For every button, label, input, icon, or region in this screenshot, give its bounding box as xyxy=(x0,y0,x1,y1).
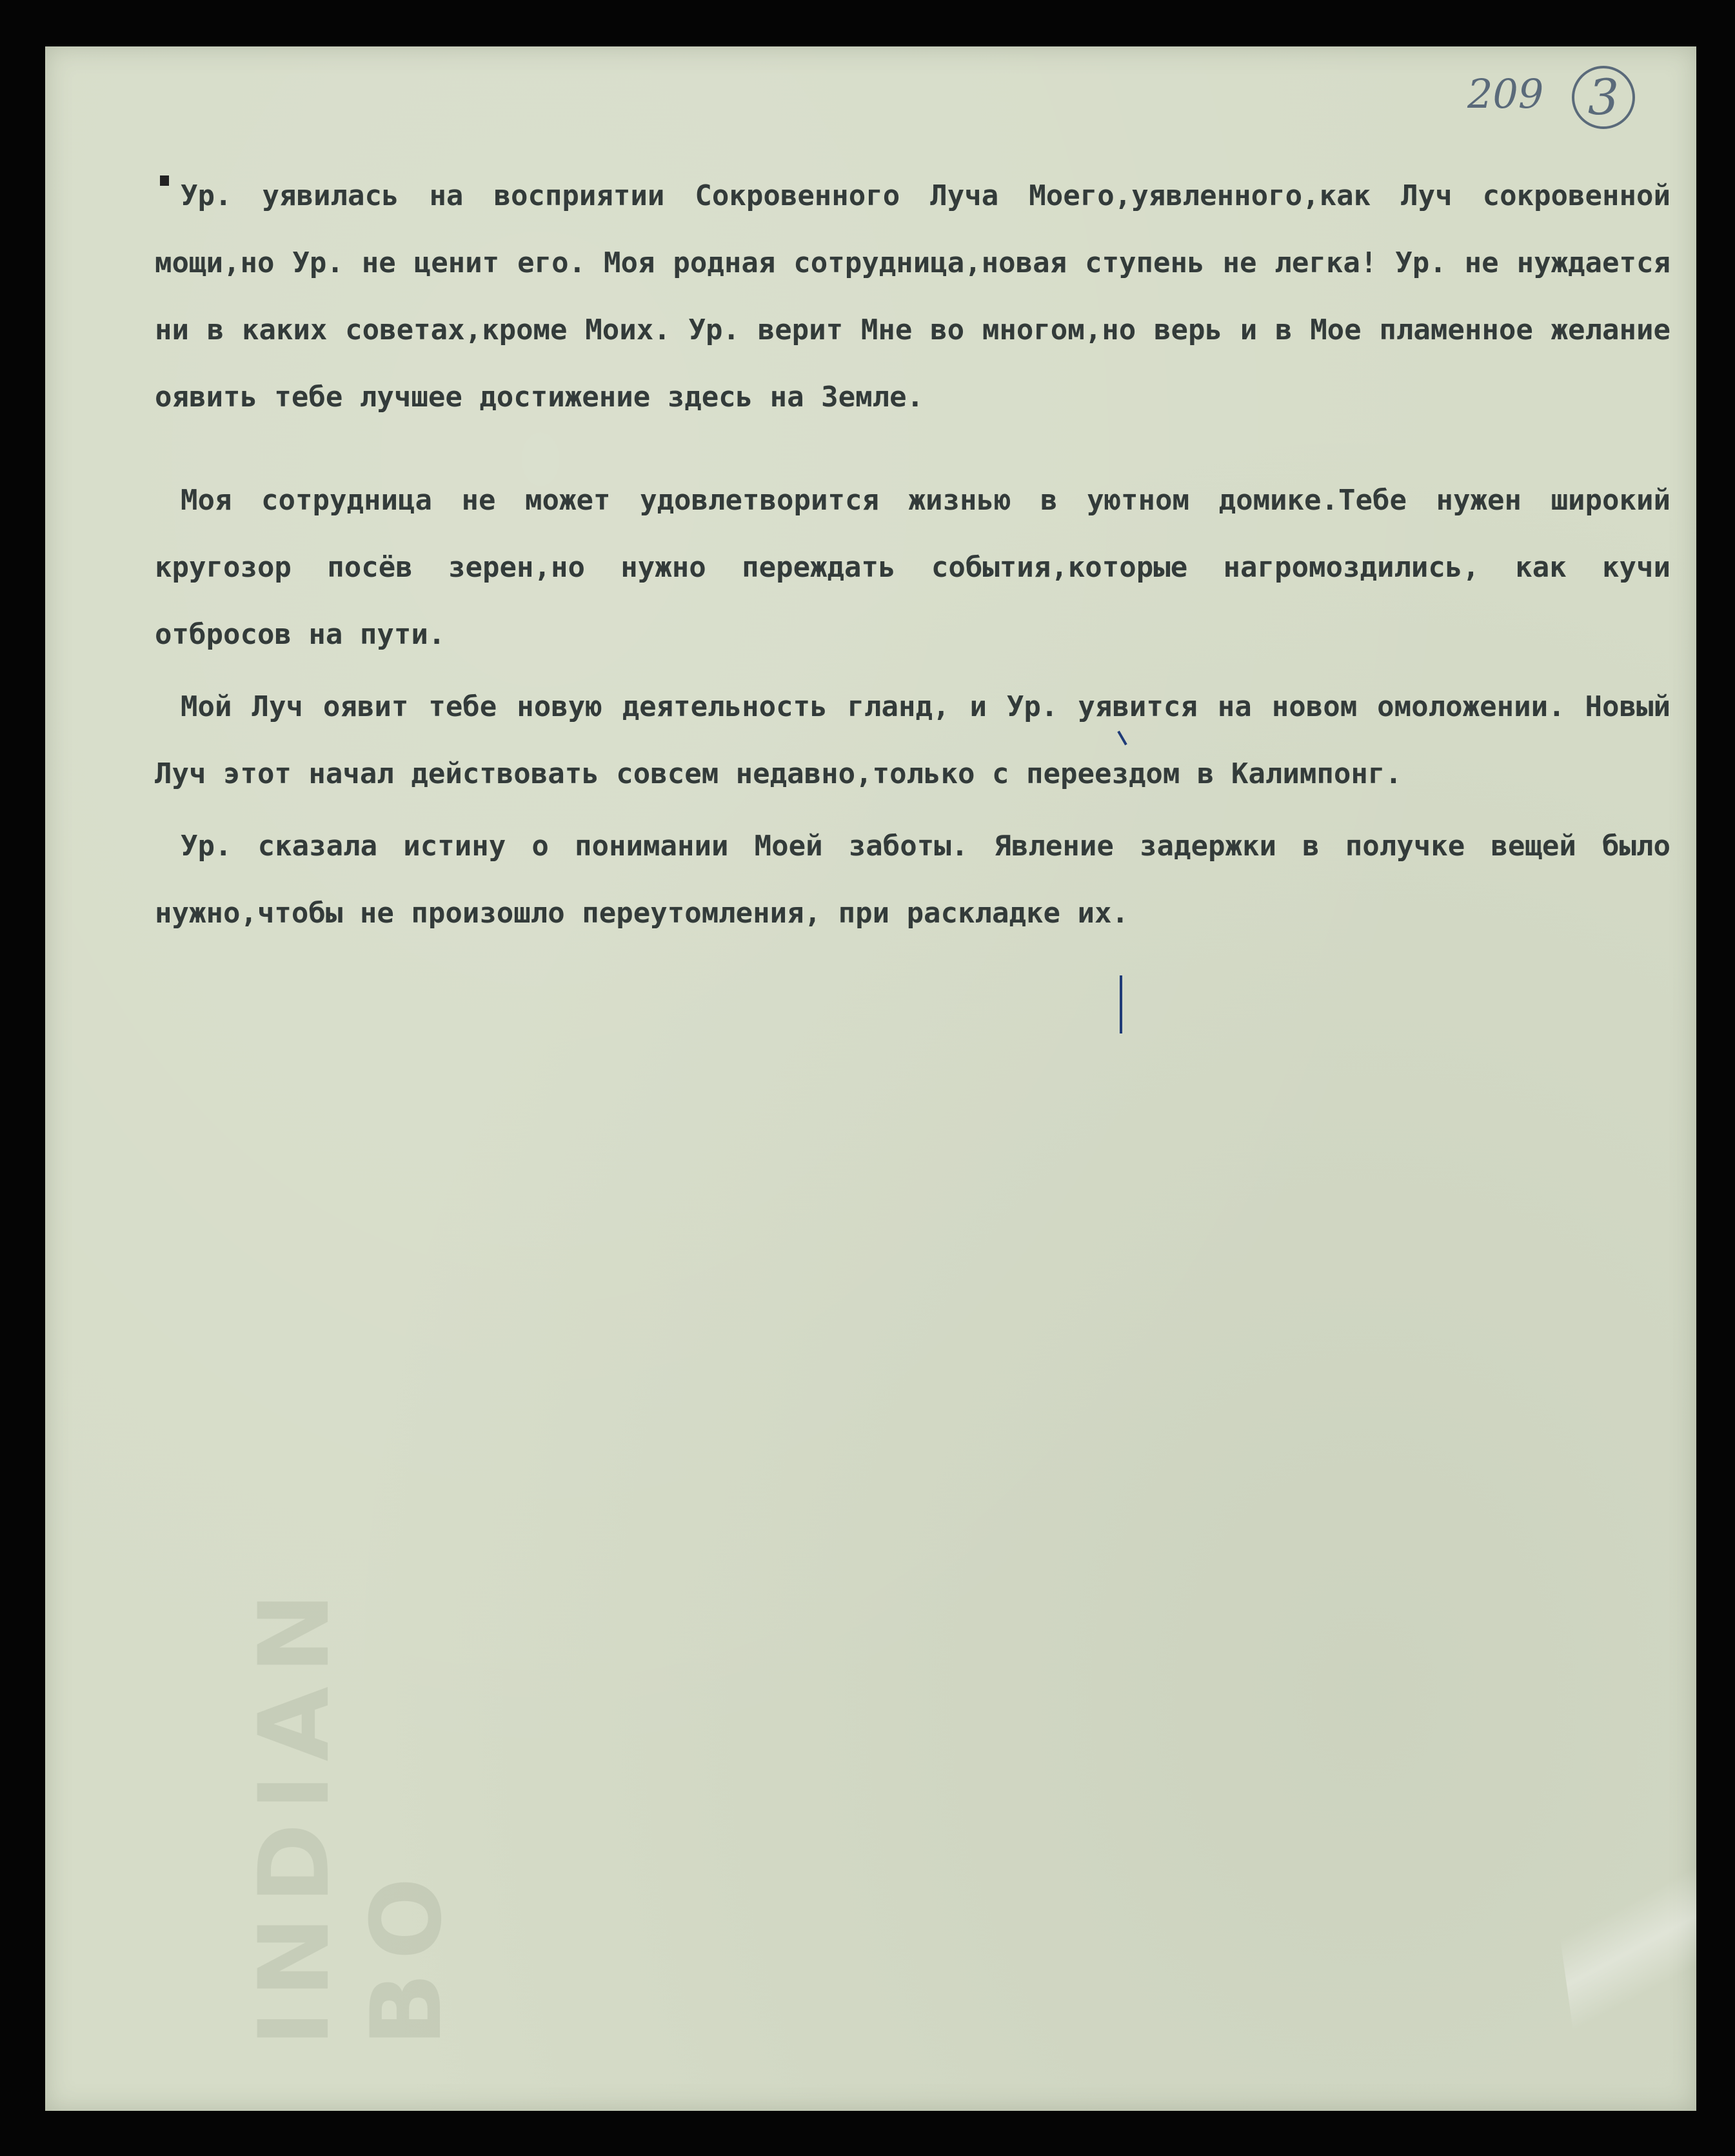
watermark: INDIAN BO xyxy=(239,1579,463,2046)
paragraph-2: Моя сотрудница не может удовлетворится жизнью в уютном домике.Тебе нужен широкий кругозор посёв зерен,но нужно переждать события,которые нагромоздились, как кучи отбросов на пути. xyxy=(155,484,1671,651)
paragraph-3: Мой Луч оявит тебе новую деятельность гланд, и Ур. уявится на новом омоложении. Новый Луч этот начал действовать совсем недавно,только с переездом в Калимпонг. xyxy=(155,690,1671,790)
paragraph-1: Ур. уявилась на восприятии Сокровенного Луча Моего,уявленного,как Луч сокровенной мощи,но Ур. не ценит его. Моя родная сотрудница,новая ступень не легка! Ур. не нуждается ни в каких советах,кроме Моих. Ур. верит Мне во многом,но верь и в Мое пламенное желание оявить тебе лучшее достижение здесь на Земле. xyxy=(155,179,1671,414)
page-number: 209 xyxy=(1467,70,1544,118)
folio-number xyxy=(1467,66,1635,129)
ink-vertical-mark xyxy=(1120,975,1122,1033)
paragraph-4: Ур. сказала истину о понимании Моей заботы. Явление задержки в получке вещей было нужно,чтобы не произошло переутомления, при раскладке их. xyxy=(155,830,1671,930)
typed-text xyxy=(155,163,1671,983)
document-page xyxy=(45,46,1696,2111)
paper-fold-crease xyxy=(1534,1725,1696,2111)
circled-number: 3 xyxy=(1572,66,1635,129)
